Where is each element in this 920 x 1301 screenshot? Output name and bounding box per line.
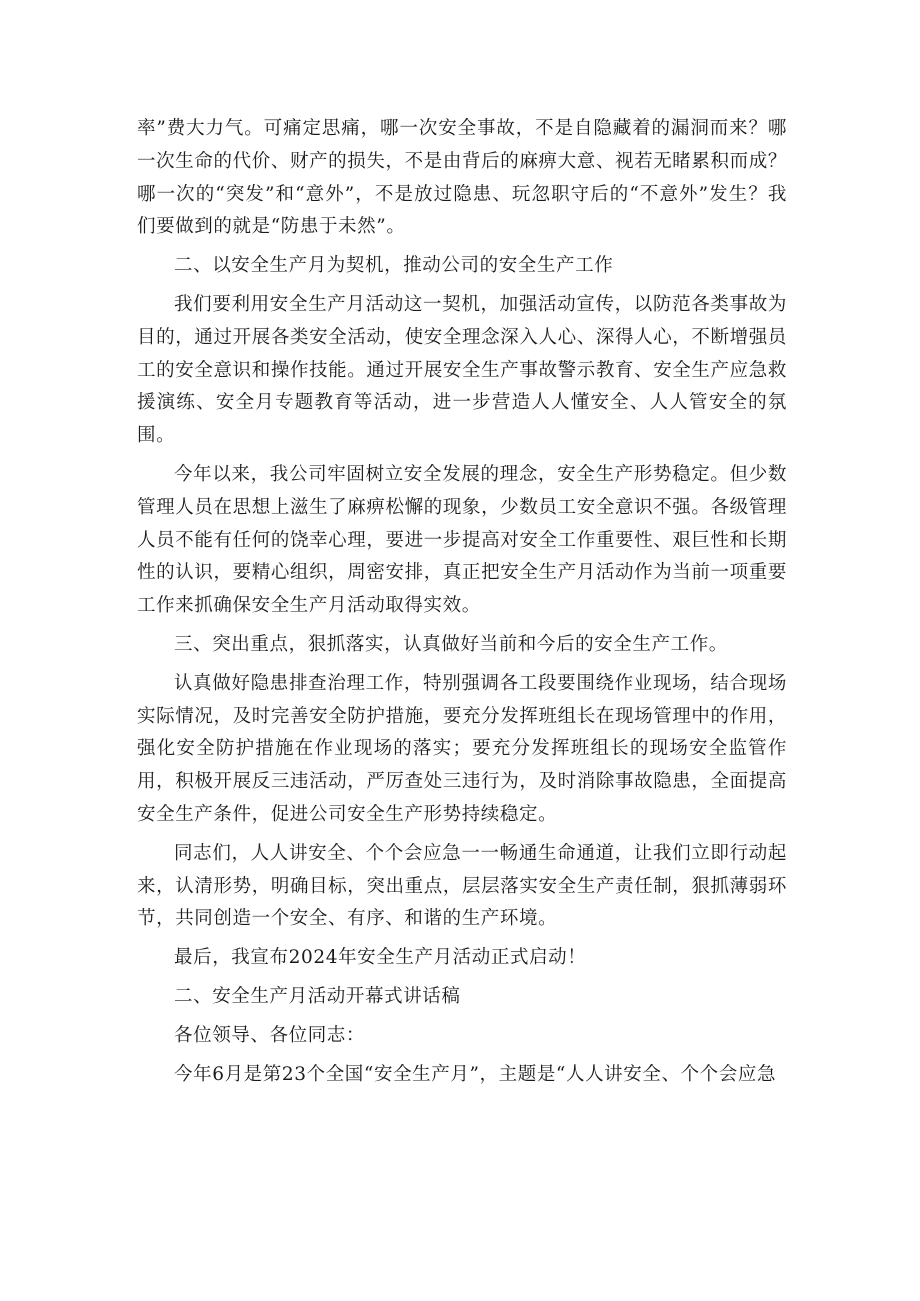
section-heading-2: 二、以安全生产月为契机，推动公司的安全生产工作	[174, 255, 614, 277]
paragraph-this-year: 今年以来，我公司牢固树立安全发展的理念，安全生产形势稳定。但少数管理人员在思想上滋生了麻痹松懈的现象，少数员工安全意识不强。各级管理人员不能有任何的饶幸心理，要进一步提高对安全工作重要性、艰巨性和长期性的认识，要精心组织，周密安排，真正把安全生产月活动作为当前一项重要工作来抓确保安全生产月活动取得实效。	[137, 463, 787, 617]
salutation: 各位领导、各位同志：	[174, 1024, 366, 1046]
paragraph-announcement: 最后，我宣布2024年安全生产月活动正式启动！	[174, 947, 587, 969]
paragraph-publicity: 我们要利用安全生产月活动这一契机，加强活动宣传，以防范各类事故为目的，通过开展各类安全活动，使安全理念深入人心、深得人心，不断增强员工的安全意识和操作技能。通过开展安全生产事故警示教育、安全生产应急救援演练、安全月专题教育等活动，进一步营造人人懂安全、人人管安全的氛围。	[137, 293, 787, 447]
document-body	[137, 113, 787, 1091]
section-heading-3: 三、突出重点，狠抓落实，认真做好当前和今后的安全生产工作。	[174, 633, 728, 655]
paragraph-june-theme: 今年6月是第23个全国“安全生产月”，主题是“人人讲安全、个个会应急	[174, 1063, 777, 1085]
section-heading-speech: 二、安全生产月活动开幕式讲话稿	[174, 985, 461, 1007]
paragraph-comrades: 同志们，人人讲安全、个个会应急一一畅通生命通道，让我们立即行动起来，认清形势，明确目标，突出重点，层层落实安全生产责任制，狠抓薄弱环节，共同创造一个安全、有序、和谐的生产环境。	[137, 842, 787, 930]
paragraph-continuation: 率”费大力气。可痛定思痛，哪一次安全事故，不是自隐藏着的漏洞而来？哪一次生命的代价、财产的损失，不是由背后的麻痹大意、视若无睹累积而成？哪一次的“突发”和“意外”，不是放过隐患、玩忽职守后的“不意外”发生？我们要做到的就是“防患于未然”。	[137, 118, 787, 238]
paragraph-hazard-inspection: 认真做好隐患排查治理工作，特别强调各工段要围绕作业现场，结合现场实际情况，及时完善安全防护措施，要充分发挥班组长在现场管理中的作用，强化安全防护措施在作业现场的落实；要充分发挥班组长的现场安全监管作用，积极开展反三违活动，严厉查处三违行为，及时消除事故隐患，全面提高安全生产条件，促进公司安全生产形势持续稳定。	[137, 672, 787, 825]
